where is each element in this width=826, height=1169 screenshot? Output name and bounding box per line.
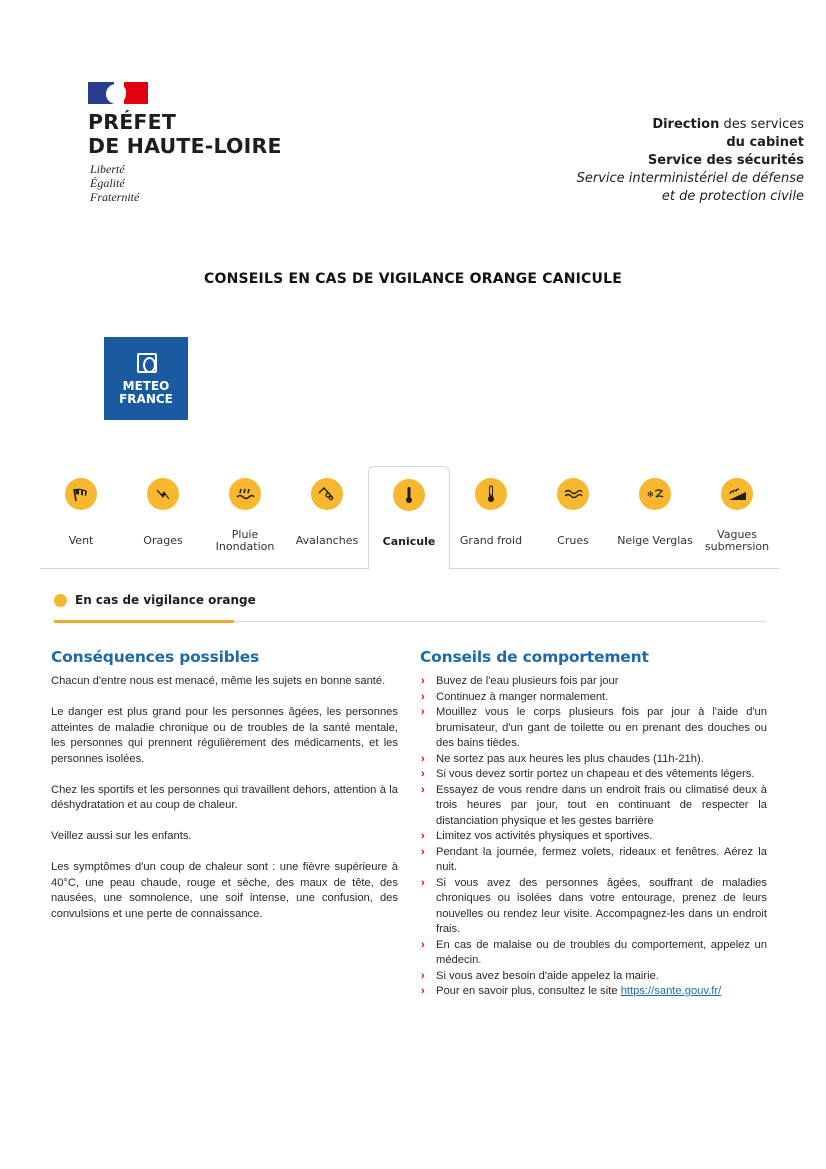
chevron-right-icon: › xyxy=(421,783,425,796)
marianne-logo xyxy=(88,82,148,104)
tab-label: Avalanches xyxy=(295,534,359,547)
tab-label: Canicule xyxy=(382,535,436,548)
thermometer-hot-icon xyxy=(393,479,425,511)
consequences-paragraph: Veillez aussi sur les enfants. xyxy=(51,830,192,842)
devise-fraternite: Fraternité xyxy=(90,190,140,204)
list-item: › Continuez à manger normalement. xyxy=(420,690,767,706)
tab-label: Crues xyxy=(557,534,589,547)
tab-canicule[interactable] xyxy=(368,466,450,570)
conseils-section xyxy=(420,648,767,1000)
consequences-section xyxy=(51,648,398,938)
waves-icon xyxy=(557,478,589,510)
consequences-paragraph: Le danger est plus grand pour les personnes âgées, les personnes atteintes de maladie chronique ou de troubles de la santé mentale, les personnes qui prennent régulièrement des médicaments, et les personnes isolées. xyxy=(51,706,398,765)
consequences-paragraph: Chacun d'entre nous est menacé, même les sujets en bonne santé. xyxy=(51,675,386,687)
direction-block xyxy=(577,116,804,206)
subtab-label: En cas de vigilance orange xyxy=(75,593,256,607)
meteo-mark-icon xyxy=(137,353,157,373)
list-item: › Pendant la journée, fermez volets, rideaux et fenêtres. Aérez la nuit. xyxy=(421,845,767,873)
chevron-right-icon: › xyxy=(421,706,425,718)
meteo-france-logo: METEO FRANCE xyxy=(104,337,188,420)
list-item: › Ne sortez pas aux heures les plus chaudes (11h-21h). xyxy=(420,752,767,768)
tab-label: Pluie Inondation xyxy=(215,528,275,553)
chevron-right-icon: › xyxy=(421,845,425,858)
chevron-right-icon: › xyxy=(421,876,425,889)
direction-line-2: du cabinet xyxy=(726,135,804,150)
sante-gouv-link[interactable]: https://sante.gouv.fr/ xyxy=(620,985,722,997)
vigilance-tabs xyxy=(40,466,780,569)
conseils-list xyxy=(420,674,767,1000)
list-item: › Si vous avez besoin d'aide appelez la mairie. xyxy=(420,969,767,985)
chevron-right-icon: › xyxy=(421,969,425,982)
tab-label: Neige Verglas xyxy=(617,534,693,547)
orange-dot-icon xyxy=(54,594,67,607)
list-item: › Pour en savoir plus, consultez le site https://sante.gouv.fr/ xyxy=(420,984,767,1000)
list-item: › Si vous devez sortir portez un chapeau et des vêtements légers. xyxy=(420,767,767,783)
direction-line-3: Service des sécurités xyxy=(647,153,804,168)
list-item: › Mouillez vous le corps plusieurs fois par jour à l'aide d'un brumisateur, d'un gant de toilette ou en prenant des douches ou des bains tièdes. xyxy=(421,706,767,749)
windsock-icon xyxy=(65,478,97,510)
list-item: › Essayez de vous rendre dans un endroit frais ou climatisé deux à trois heures par jour, tout en continuant de respecter la distanciation physique et les gestes barrière xyxy=(421,783,767,827)
tab-label: Grand froid xyxy=(459,534,523,547)
wave-submersion-icon xyxy=(721,478,753,510)
tab-neige-verglas[interactable] xyxy=(614,466,696,569)
tab-label: Vagues submersion xyxy=(704,528,770,553)
tab-grand-froid[interactable] xyxy=(450,466,532,569)
prefet-line-2: DE HAUTE-LOIRE xyxy=(88,134,282,158)
consequences-paragraph: Les symptômes d'un coup de chaleur sont : une fièvre supérieure à 40°C, une peau chaude, rouge et sèche, des maux de tête, des nausées, une somnolence, une soif intense, une confusion, des convulsions et une perte de connaissance. xyxy=(51,861,398,920)
list-item: › Limitez vos activités physiques et sportives. xyxy=(420,829,767,845)
tab-label: Vent xyxy=(68,534,94,547)
chevron-right-icon: › xyxy=(421,675,425,687)
subtab-active-indicator xyxy=(54,620,234,623)
tab-pluie-inondation[interactable] xyxy=(204,466,286,569)
devise-egalite: Égalité xyxy=(90,176,125,190)
chevron-right-icon: › xyxy=(421,938,425,951)
tab-vagues-submersion[interactable] xyxy=(696,466,778,569)
list-item: › Buvez de l'eau plusieurs fois par jour xyxy=(420,674,767,690)
direction-line-1: Direction des services xyxy=(652,117,804,132)
tab-orages[interactable] xyxy=(122,466,204,569)
thermometer-cold-icon xyxy=(475,478,507,510)
tab-avalanches[interactable] xyxy=(286,466,368,569)
prefet-title xyxy=(88,110,282,158)
lightning-icon xyxy=(147,478,179,510)
consequences-heading: Conséquences possibles xyxy=(51,648,260,666)
list-item: › Si vous avez des personnes âgées, souffrant de maladies chroniques ou isolées dans votre entourage, prenez de leurs nouvelles ou rendez leur visite. Accompagnez-les dans un endroit frais. xyxy=(421,876,767,935)
direction-line-4: Service interministériel de défense xyxy=(576,171,804,186)
document-title: CONSEILS EN CAS DE VIGILANCE ORANGE CANICULE xyxy=(204,271,622,287)
snow-ice-icon xyxy=(639,478,671,510)
chevron-right-icon: › xyxy=(421,830,425,842)
chevron-right-icon: › xyxy=(421,690,425,703)
conseils-heading: Conseils de comportement xyxy=(420,648,649,666)
chevron-right-icon: › xyxy=(421,985,425,997)
flood-icon xyxy=(229,478,261,510)
list-item: › En cas de malaise ou de troubles du comportement, appelez un médecin. xyxy=(421,938,767,966)
tab-label: Orages xyxy=(143,534,183,547)
direction-line-5: et de protection civile xyxy=(661,189,804,204)
tab-vent[interactable] xyxy=(40,466,122,569)
devise-liberte: Liberté xyxy=(90,162,125,176)
devise xyxy=(90,162,139,204)
tab-crues[interactable] xyxy=(532,466,614,569)
subtab-vigilance-orange[interactable] xyxy=(54,590,256,624)
avalanche-icon xyxy=(311,478,343,510)
chevron-right-icon: › xyxy=(421,752,425,765)
prefet-line-1: PRÉFET xyxy=(88,110,177,134)
chevron-right-icon: › xyxy=(421,768,425,780)
svg-text:✻: ✻ xyxy=(647,490,654,499)
consequences-paragraph: Chez les sportifs et les personnes qui travaillent dehors, attention à la déshydratation et au coup de chaleur. xyxy=(51,783,398,811)
